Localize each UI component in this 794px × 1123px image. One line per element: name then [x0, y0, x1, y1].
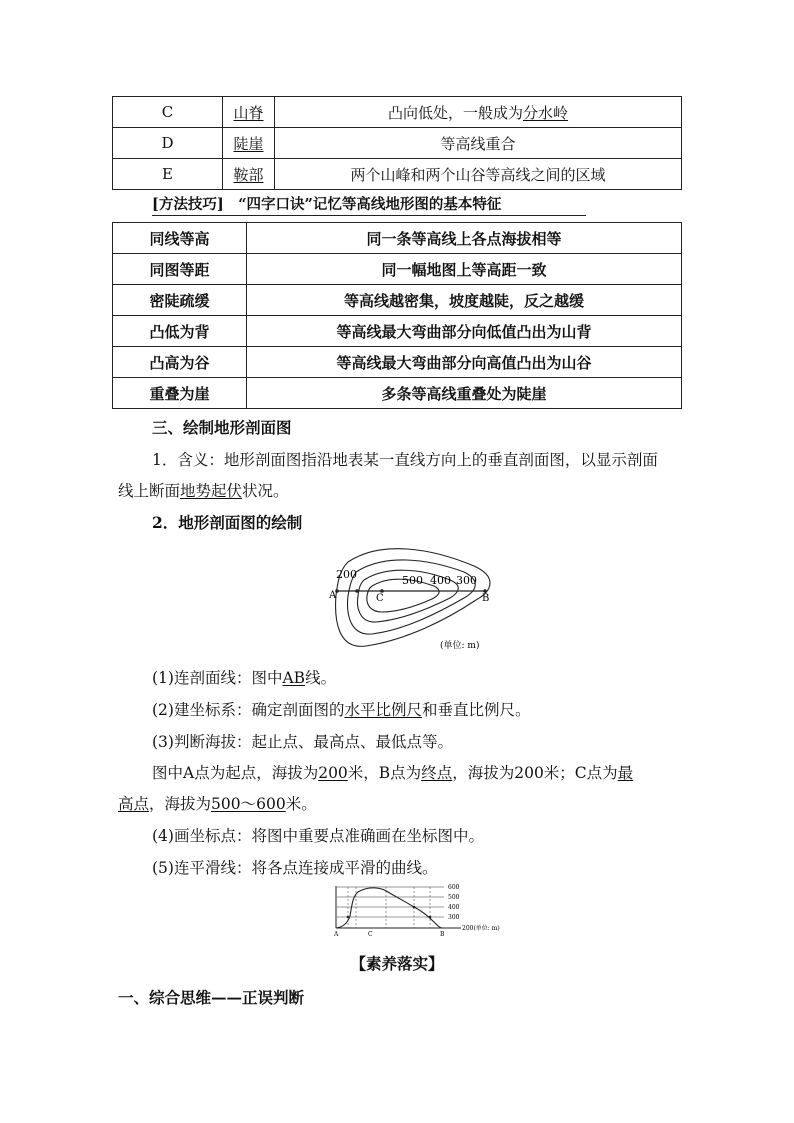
- table-row: [113, 347, 682, 378]
- rhyme-key: 凸高为谷: [113, 347, 247, 378]
- rhyme-key: 重叠为崖: [113, 378, 247, 409]
- row-desc: 两个山峰和两个山谷等高线之间的区域: [275, 159, 682, 190]
- rhyme-key: 同图等距: [113, 254, 247, 285]
- method-title: [方法技巧] “四字口诀”记忆等高线地形图的基本特征: [152, 193, 586, 216]
- rhyme-value: 同一幅地图上等高距一致: [247, 254, 682, 285]
- label-c: C: [376, 593, 384, 604]
- step-3-detail-line1: 图中A点为起点，海拔为200米，B点为终点，海拔为200米；C点为最: [152, 764, 634, 782]
- label-b: B: [482, 593, 490, 604]
- row-desc-underlined: 分水岭: [523, 103, 569, 122]
- step-3: (3)判断海拔：起止点、最高点、最低点等。: [152, 733, 453, 751]
- row-code: C: [113, 97, 223, 128]
- rhyme-table: [112, 222, 682, 409]
- step-1: (1)连剖面线：图中AB线。: [152, 669, 337, 687]
- rhyme-value: 同一条等高线上各点海拔相等: [247, 223, 682, 254]
- rhyme-value: 等高线最大弯曲部分向低值凸出为山背: [247, 316, 682, 347]
- rhyme-value: 等高线最大弯曲部分向高值凸出为山谷: [247, 347, 682, 378]
- rhyme-value: 等高线越密集，坡度越陡，反之越缓: [247, 285, 682, 316]
- rhyme-value: 多条等高线重叠处为陡崖: [247, 378, 682, 409]
- practice-heading: 【素养落实】: [350, 954, 444, 973]
- profile-curve: [336, 888, 442, 928]
- step-3-detail-line2: 高点，海拔为500～600米。: [118, 795, 317, 813]
- row-code: D: [113, 128, 223, 159]
- section-3-heading: 三、绘制地形剖面图: [152, 418, 292, 437]
- label-200: 200: [336, 568, 357, 581]
- x-a: A: [334, 931, 339, 938]
- contour-map-figure: [326, 540, 496, 656]
- table-row: [113, 223, 682, 254]
- table-row: [113, 285, 682, 316]
- terrain-table: [112, 96, 682, 190]
- table-row: [113, 128, 682, 159]
- row-term: 山脊: [233, 103, 264, 122]
- row-term: 鞍部: [233, 165, 264, 184]
- para-drawing-heading: 2．地形剖面图的绘制: [152, 513, 303, 532]
- step-2: (2)建坐标系：确定剖面图的水平比例尺和垂直比例尺。: [152, 701, 531, 719]
- row-desc: 等高线重合: [275, 128, 682, 159]
- section-1-heading: 一、综合思维——正误判断: [118, 988, 305, 1007]
- label-400: 400: [430, 574, 451, 587]
- table-row: [113, 316, 682, 347]
- x-b: B: [440, 931, 445, 938]
- label-300: 300: [456, 574, 477, 587]
- x-c: C: [368, 931, 373, 938]
- rhyme-key: 密陡疏缓: [113, 285, 247, 316]
- label-500: 500: [402, 574, 423, 587]
- y-200: 200(单位: m): [462, 925, 500, 932]
- step-5: (5)连平滑线：将各点连接成平滑的曲线。: [152, 859, 438, 877]
- table-row: [113, 97, 682, 128]
- para-definition-line2: 线上断面地势起伏状况。: [118, 482, 289, 500]
- row-desc: 凸向低处，一般成为: [387, 103, 523, 122]
- table-row: [113, 159, 682, 190]
- step-4: (4)画坐标点：将图中重要点准确画在坐标图中。: [152, 827, 484, 845]
- profile-chart-figure: [326, 880, 506, 940]
- row-term: 陡崖: [233, 134, 264, 153]
- y-400: 400: [448, 904, 460, 911]
- rhyme-key: 凸低为背: [113, 316, 247, 347]
- table-row: [113, 378, 682, 409]
- label-a: A: [329, 590, 337, 601]
- y-600: 600: [448, 884, 460, 891]
- y-500: 500: [448, 894, 460, 901]
- para-definition-line1: 1．含义：地形剖面图指沿地表某一直线方向上的垂直剖面图，以显示剖面: [152, 451, 658, 469]
- table-row: [113, 254, 682, 285]
- row-code: E: [113, 159, 223, 190]
- y-300: 300: [448, 914, 460, 921]
- rhyme-key: 同线等高: [113, 223, 247, 254]
- unit-label: (单位: m): [440, 641, 480, 651]
